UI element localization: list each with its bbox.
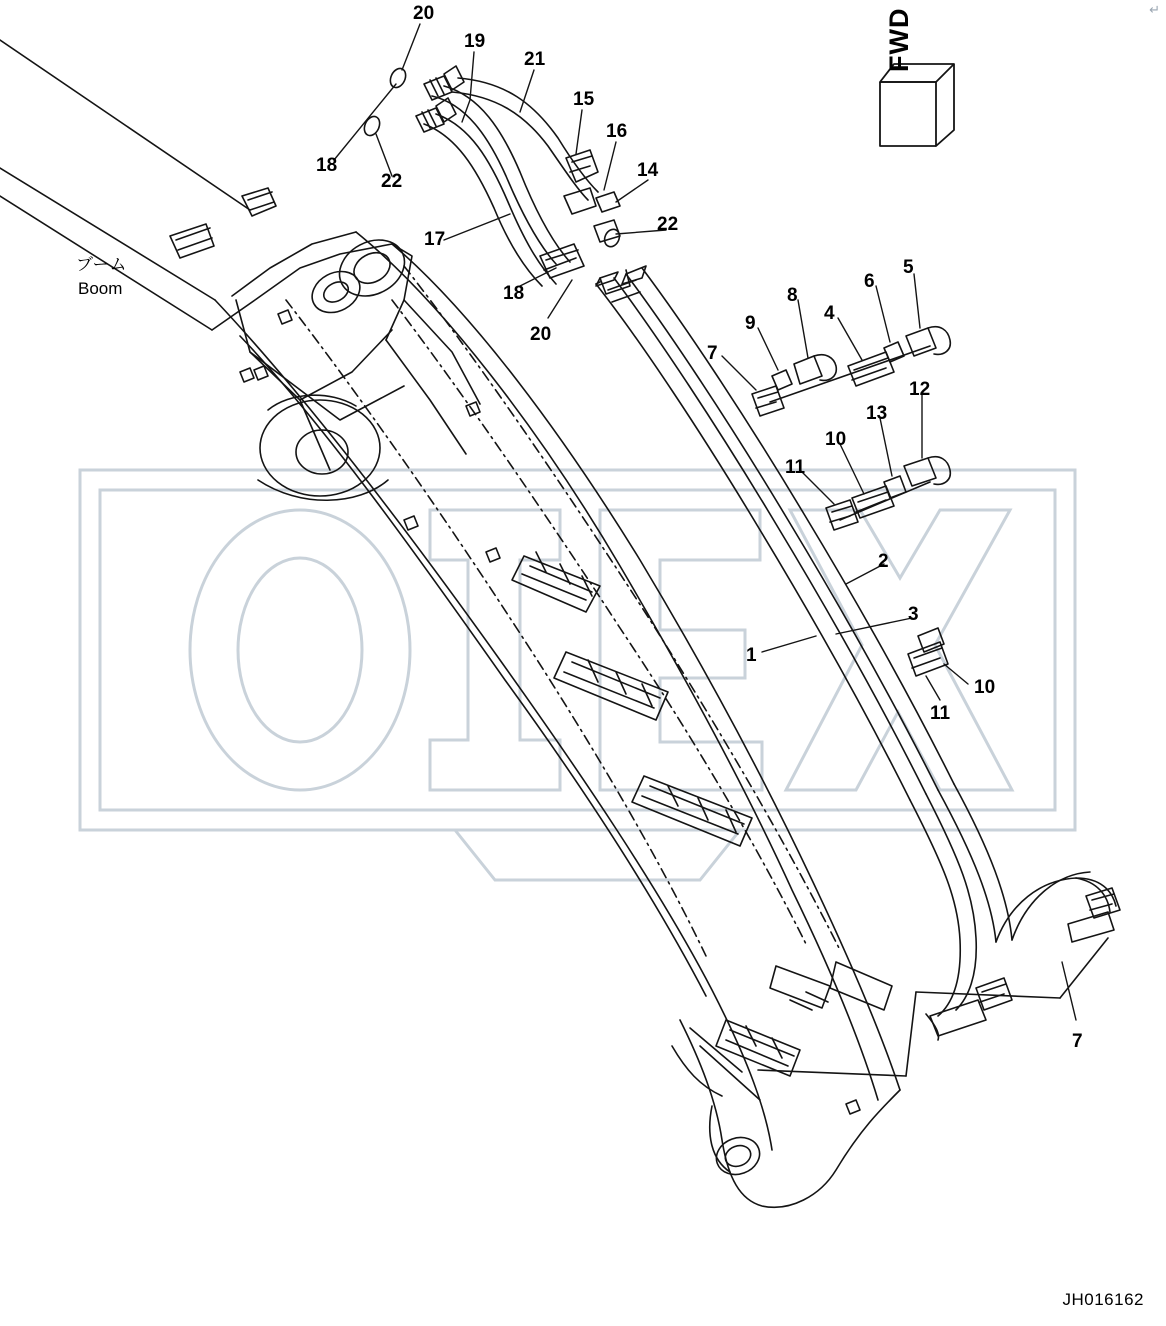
fwd-label: FWD — [884, 7, 914, 72]
callout-8: 8 — [787, 285, 798, 306]
callout-9: 9 — [745, 313, 756, 334]
boom-label-jp: ブーム — [76, 255, 127, 274]
callout-2: 2 — [878, 551, 889, 572]
callout-22-right: 22 — [657, 214, 679, 235]
callout-11-upper: 11 — [785, 457, 806, 478]
callout-6: 6 — [864, 271, 875, 292]
callout-1: 1 — [746, 645, 757, 666]
callout-20: 20 — [413, 3, 435, 24]
callout-14: 14 — [637, 160, 659, 181]
callout-12: 12 — [909, 379, 931, 400]
corner-arrow-icon: ↵ — [1149, 2, 1160, 17]
drawing-number: JH016162 — [1062, 1290, 1144, 1309]
callout-20-lower: 20 — [530, 324, 552, 345]
callout-22-upper: 22 — [381, 171, 403, 192]
callout-18-upper: 18 — [316, 155, 338, 176]
boom-label-en: Boom — [78, 279, 123, 298]
callout-10-upper: 10 — [825, 429, 847, 450]
callout-5: 5 — [903, 257, 914, 278]
callout-13: 13 — [866, 403, 888, 424]
callout-7-upper: 7 — [707, 343, 718, 364]
callout-10-lower: 10 — [974, 677, 996, 698]
callout-17: 17 — [424, 229, 446, 250]
callout-18-lower: 18 — [503, 283, 525, 304]
callout-15: 15 — [573, 89, 595, 110]
callout-7-lower: 7 — [1072, 1031, 1083, 1052]
callout-4: 4 — [824, 303, 835, 324]
callout-3: 3 — [908, 604, 919, 625]
callout-16: 16 — [606, 121, 628, 142]
callout-11-lower: 11 — [930, 703, 951, 724]
callout-19: 19 — [464, 31, 486, 52]
callout-21: 21 — [524, 49, 546, 70]
